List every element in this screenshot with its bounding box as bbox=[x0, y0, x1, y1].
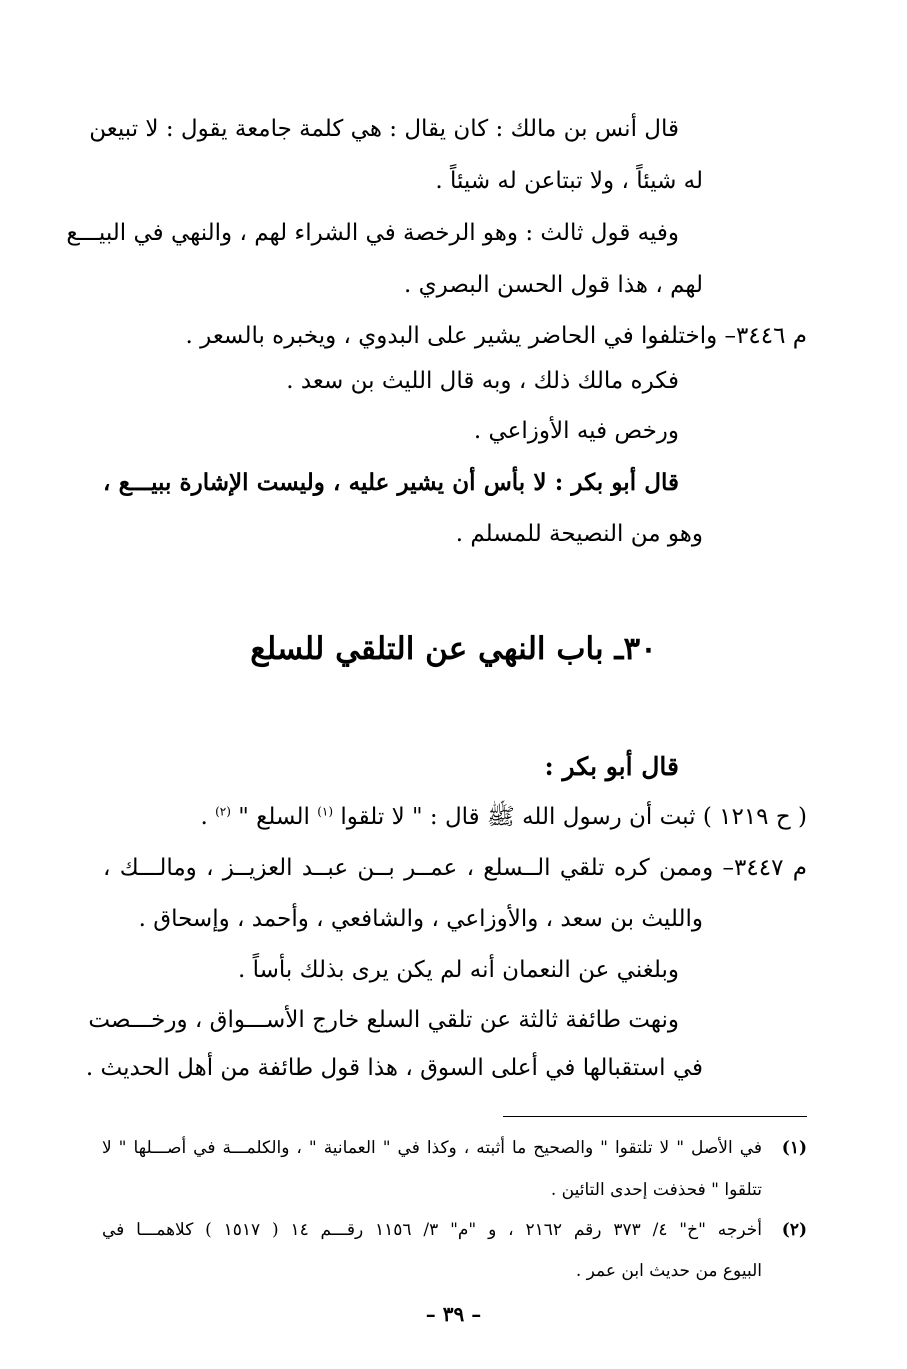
text-line: وهو من النصيحة للمسلم . bbox=[455, 521, 703, 547]
footnote-line: البيوع من حديث ابن عمر . bbox=[575, 1261, 762, 1281]
text-line: م ٣٤٤٦– واختلفوا في الحاضر يشير على البدوي ، ويخبره بالسعر . bbox=[185, 323, 807, 349]
footnote-line: تتلقوا " فحذفت إحدى التائين . bbox=[550, 1180, 762, 1200]
page-number: – ٣٩ – bbox=[425, 1302, 482, 1326]
chapter-heading: ٣٠ـ باب النهي عن التلقي للسلع bbox=[250, 631, 657, 667]
hadith-text: . bbox=[200, 804, 216, 830]
speaker-line: قال أبو بكر : bbox=[544, 752, 679, 781]
text-line: ورخص فيه الأوزاعي . bbox=[473, 418, 679, 444]
footnote-line: أخرجه "خ" ٤/ ٣٧٣ رقم ٢١٦٢ ، و "م" ٣/ ١١٥٦ رقـــم ١٤ ( ١٥١٧ ) كلاهمـــا في bbox=[102, 1220, 762, 1240]
text-line: له شيئاً ، ولا تبتاعن له شيئاً . bbox=[435, 168, 703, 194]
hadith-text: السلع " bbox=[230, 804, 318, 830]
hadith-text: ( ح ١٢١٩ ) ثبت أن رسول الله ﷺ قال : " لا تلقوا bbox=[333, 804, 807, 830]
text-line: وفيه قول ثالث : وهو الرخصة في الشراء لهم ، والنهي في البيـــع bbox=[66, 220, 679, 246]
text-line: قال أبو بكر : لا بأس أن يشير عليه ، وليست الإشارة ببيـــع ، bbox=[103, 469, 679, 496]
text-line: ونهت طائفة ثالثة عن تلقي السلع خارج الأســـواق ، ورخـــصت bbox=[88, 1007, 679, 1033]
footnote-marker: (٢) bbox=[781, 1220, 807, 1240]
text-line: والليث بن سعد ، والأوزاعي ، والشافعي ، وأحمد ، وإسحاق . bbox=[138, 906, 703, 932]
footnote-line: في الأصل " لا تلتقوا " والصحيح ما أثبته ، وكذا في " العمانية " ، والكلمـــة في أصـــلها " لا bbox=[102, 1138, 762, 1158]
hadith-line bbox=[200, 804, 807, 832]
text-line: وبلغني عن النعمان أنه لم يكن يرى بذلك بأساً . bbox=[238, 957, 679, 983]
text-line: لهم ، هذا قول الحسن البصري . bbox=[404, 272, 703, 298]
text-line: قال أنس بن مالك : كان يقال : هي كلمة جامعة يقول : لا تبيعن bbox=[89, 116, 679, 142]
footnote-marker: (٢) bbox=[215, 804, 231, 819]
text-line: فكره مالك ذلك ، وبه قال الليث بن سعد . bbox=[286, 368, 679, 394]
text-line: في استقبالها في أعلى السوق ، هذا قول طائفة من أهل الحديث . bbox=[85, 1055, 703, 1081]
footnote-marker: (١) bbox=[781, 1138, 807, 1158]
footnote-divider bbox=[503, 1116, 807, 1117]
text-line: م ٣٤٤٧– وممن كره تلقي الــسلع ، عمــر بــن عبــد العزيــز ، ومالـــك ، bbox=[103, 855, 807, 881]
footnote-marker: (١) bbox=[317, 804, 334, 819]
